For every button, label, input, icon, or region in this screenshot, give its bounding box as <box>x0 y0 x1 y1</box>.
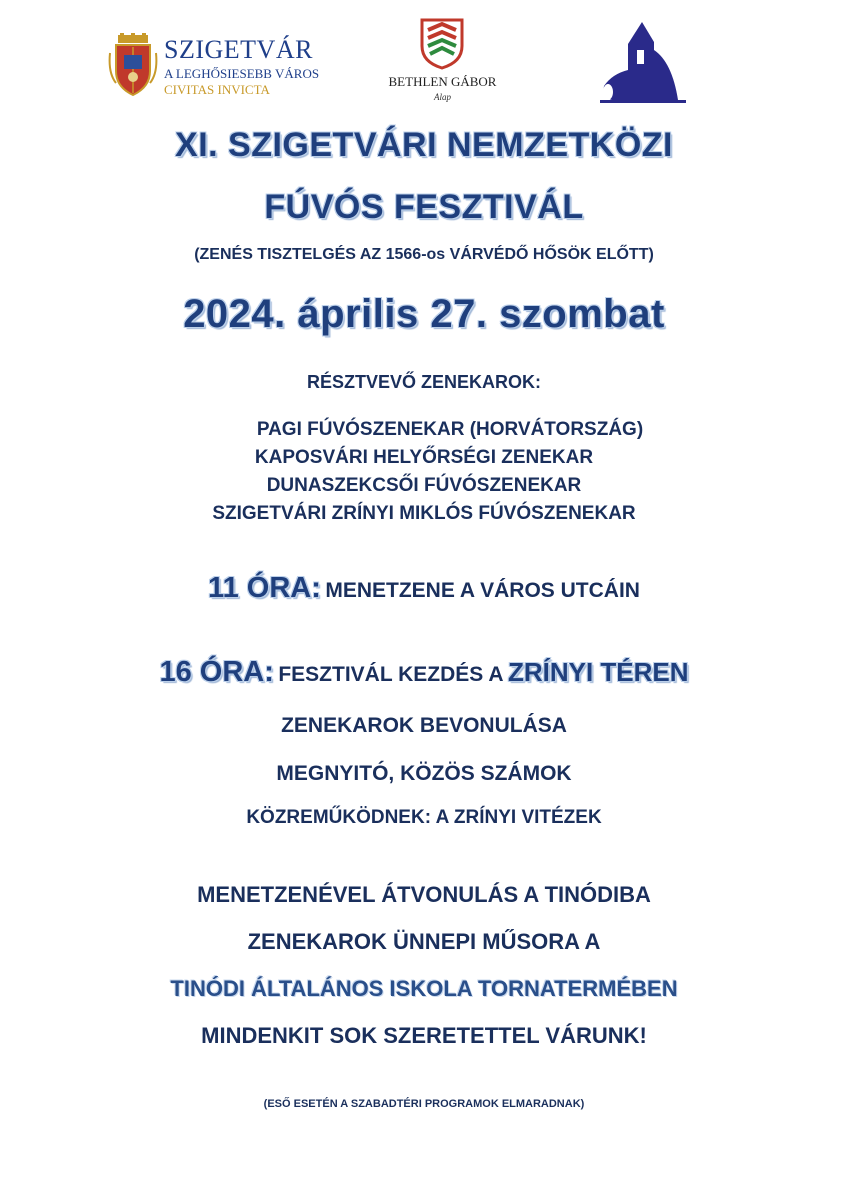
program-item: MEGNYITÓ, KÖZÖS SZÁMOK <box>276 762 572 785</box>
band-item: KAPOSVÁRI HELYŐRSÉGI ZENEKAR <box>254 447 594 468</box>
szigetvar-logo <box>108 33 338 97</box>
bethlen-gabor-shield-icon <box>420 18 464 70</box>
bethlen-gabor-name: BETHLEN GÁBOR <box>388 74 497 89</box>
time-slot-16 <box>0 656 848 689</box>
venue-line: TINÓDI ÁLTALÁNOS ISKOLA TORNATERMÉBEN <box>170 976 678 1001</box>
szigetvar-subtitle: A LEGHŐSIESEBB VÁROS <box>164 66 320 81</box>
szigetvar-motto: CIVITAS INVICTA <box>164 82 270 97</box>
church-tower-logo-icon <box>598 20 688 104</box>
program-item: ZENEKAROK BEVONULÁSA <box>281 714 567 737</box>
welcome-line: MINDENKIT SOK SZERETETTEL VÁRUNK! <box>201 1023 647 1048</box>
band-item: PAGI FÚVÓSZENEKAR (HORVÁTORSZÁG) <box>256 419 644 440</box>
time-slot-11 <box>0 572 848 605</box>
subtitle: (ZENÉS TISZTELGÉS AZ 1566-os VÁRVÉDŐ HŐSÖK ELŐTT) <box>194 246 654 263</box>
time-11-hour: 11 ÓRA: <box>208 572 321 604</box>
title-line-2: FÚVÓS FESZTIVÁL <box>264 188 584 226</box>
szigetvar-name: SZIGETVÁR <box>164 35 313 64</box>
time-16-hour: 16 ÓRA: <box>159 656 274 688</box>
footnote: (ESŐ ESETÉN A SZABADTÉRI PROGRAMOK ELMARADNAK) <box>263 1098 585 1110</box>
event-date: 2024. április 27. szombat <box>183 292 665 336</box>
time-16-text: FESZTIVÁL KEZDÉS A <box>278 663 504 686</box>
participants-heading: RÉSZTVEVŐ ZENEKAROK: <box>306 372 542 392</box>
band-item: SZIGETVÁRI ZRÍNYI MIKLÓS FÚVÓSZENEKAR <box>212 503 636 524</box>
time-16-place: ZRÍNYI TÉREN <box>507 657 689 687</box>
title-line-1: XI. SZIGETVÁRI NEMZETKÖZI <box>175 126 673 164</box>
concert-line: ZENEKAROK ÜNNEPI MŰSORA A <box>247 929 601 954</box>
march-line: MENETZENÉVEL ÁTVONULÁS A TINÓDIBA <box>197 882 651 907</box>
bethlen-gabor-alap: Alap <box>434 92 451 102</box>
band-item: DUNASZEKCSŐI FÚVÓSZENEKAR <box>266 475 582 496</box>
time-11-text: MENETZENE A VÁROS UTCÁIN <box>325 579 640 602</box>
szigetvar-crest-icon <box>108 33 158 97</box>
program-item: KÖZREMŰKÖDNEK: A ZRÍNYI VITÉZEK <box>246 807 602 828</box>
bethlen-gabor-logo <box>385 18 500 104</box>
